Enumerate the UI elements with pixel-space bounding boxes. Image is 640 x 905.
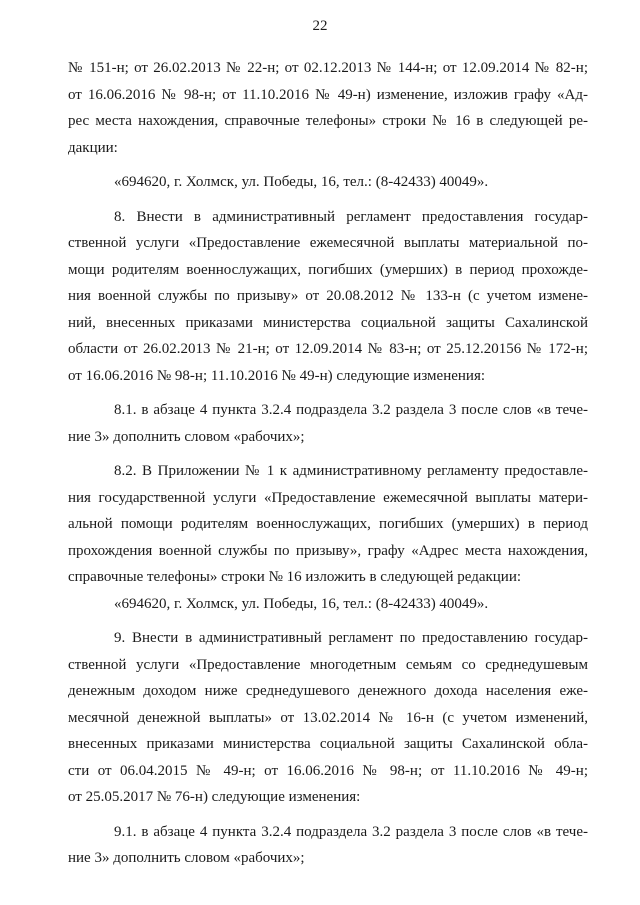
text-line: от 16.06.2016 № 98-н; 11.10.2016 № 49-н) следующие изменения: — [68, 367, 486, 384]
text-line: 9. Внести в административный регламент по предоставлению государ- — [114, 630, 588, 646]
text-line: справочные телефоны» строки № 16 изложить в следующей редакции: — [68, 569, 522, 585]
text-line: ние 3» дополнить словом «рабочих»; — [68, 428, 305, 445]
text-line: денежным доходом ниже среднедушевого денежного дохода населения еже- — [68, 683, 588, 699]
text-line: прохождения военной службы по призыву», графу «Адрес места нахождения, — [68, 542, 588, 559]
text-line: ственной услуги «Предоставление ежемесячной выплаты материальной по- — [68, 235, 588, 251]
text-line: 9.1. в абзаце 4 пункта 3.2.4 подраздела 3.2 раздела 3 после слов «в тече- — [114, 823, 588, 840]
text-line: ния государственной услуги «Предоставление ежемесячной выплаты матери- — [68, 489, 588, 506]
text-line: дакции: — [68, 139, 118, 156]
text-line: внесенных приказами министерства социальной защиты Сахалинской обла- — [68, 736, 588, 752]
text-line: области от 26.02.2013 № 21-н; от 12.09.2014 № 83-н; от 25.12.20156 № 172-н; — [68, 341, 588, 357]
text-line: ний, внесенных приказами министерства социальной защиты Сахалинской — [68, 314, 588, 331]
text-line: от 16.06.2016 № 98-н; от 11.10.2016 № 49-н) изменение, изложив графу «Ад- — [68, 86, 588, 103]
text-line: от 25.05.2017 № 76-н) следующие изменения: — [68, 789, 361, 805]
text-line: 8.2. В Приложении № 1 к административному регламенту предоставле- — [114, 463, 588, 479]
paragraph-item-8-1 — [68, 397, 588, 450]
text-line: 8.1. в абзаце 4 пункта 3.2.4 подраздела 3.2 раздела 3 после слов «в тече- — [114, 402, 588, 418]
paragraph-item-8-2 — [68, 458, 588, 617]
paragraph-item-9 — [68, 625, 588, 811]
text-line: рес места нахождения, справочные телефоны» строки № 16 в следующей ре- — [68, 113, 588, 129]
page-number: 22 — [312, 18, 328, 34]
text-line: мощи родителям военнослужащих, погибших (умерших) в период прохожде- — [68, 261, 588, 278]
text-line: ния военной службы по призыву» от 20.08.2012 № 133-н (с учетом измене- — [68, 288, 588, 304]
paragraph-item-8 — [68, 204, 588, 390]
text-line: альной помощи родителям военнослужащих, погибших (умерших) в период — [68, 516, 588, 532]
paragraph-address-1 — [68, 169, 588, 196]
text-line: ственной услуги «Предоставление многодетным семьям со среднедушевым — [68, 656, 588, 673]
text-line: месячной денежной выплаты» от 13.02.2014 № 16-н (с учетом изменений, — [68, 709, 588, 726]
text-line: сти от 06.04.2015 № 49-н; от 16.06.2016 № 98-н; от 11.10.2016 № 49-н; — [68, 762, 588, 779]
paragraph-item-9-1 — [68, 819, 588, 872]
text-line: «694620, г. Холмск, ул. Победы, 16, тел.: (8-42433) 40049». — [114, 595, 489, 612]
text-line: № 151-н; от 26.02.2013 № 22-н; от 02.12.2013 № 144-н; от 12.09.2014 № 82-н; — [68, 60, 588, 76]
document-body — [68, 55, 588, 872]
paragraph-continuation — [68, 55, 588, 161]
text-line: 8. Внести в административный регламент предоставления государ- — [114, 208, 588, 225]
text-line: ние 3» дополнить словом «рабочих»; — [68, 850, 305, 866]
text-line: «694620, г. Холмск, ул. Победы, 16, тел.: (8-42433) 40049». — [114, 174, 489, 190]
